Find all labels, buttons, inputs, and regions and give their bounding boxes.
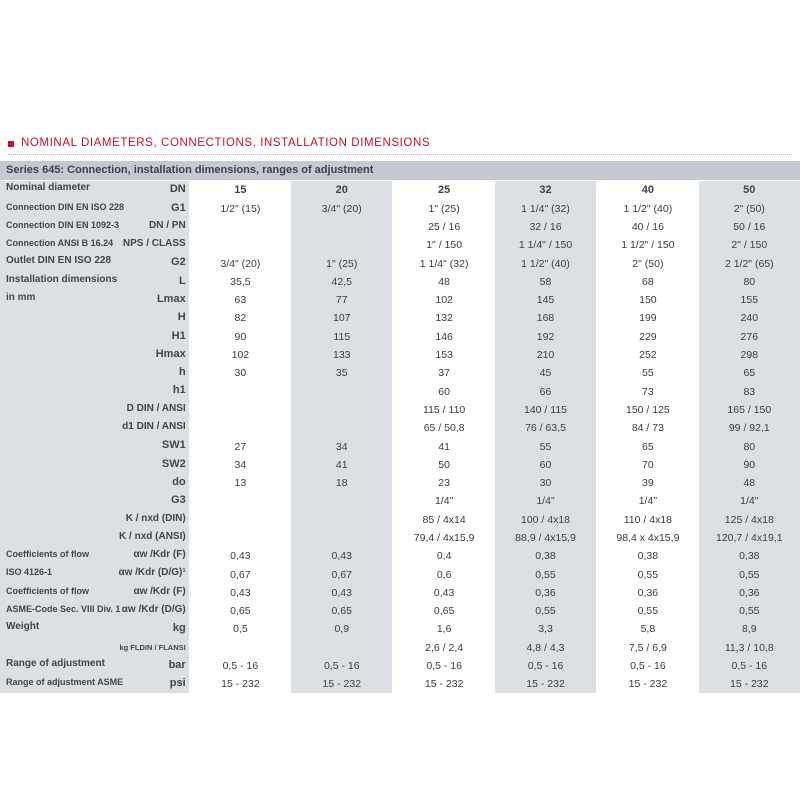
header-label: Nominal diameter xyxy=(6,181,90,193)
table-cell: 0,38 xyxy=(495,547,597,565)
table-cell: 0,5 - 16 xyxy=(189,657,291,675)
table-cell xyxy=(291,639,393,657)
row-label: in mm xyxy=(6,291,36,303)
row-unit: L xyxy=(178,274,186,287)
table-row xyxy=(0,437,800,455)
table-cell: 15 - 232 xyxy=(597,675,699,693)
table-cell: 1,6 xyxy=(393,620,495,638)
table-cell: 88,9 / 4x15,9 xyxy=(495,529,597,547)
row-label: Range of adjustment xyxy=(6,657,105,669)
table-cell: 150 / 125 xyxy=(597,401,699,419)
table-cell: 45 xyxy=(495,364,597,382)
table-cell: 0,55 xyxy=(495,565,597,583)
row-label: Connection ANSI B 16.24 xyxy=(6,238,114,249)
row-label: Outlet DIN EN ISO 228 xyxy=(6,255,112,267)
table-row xyxy=(0,620,800,638)
table-cell: 15 - 232 xyxy=(393,675,495,693)
table-cell: 42,5 xyxy=(291,273,393,291)
row-unit: h xyxy=(178,366,186,379)
specs-table xyxy=(0,180,800,693)
table-cell: 0,5 xyxy=(189,620,291,638)
table-cell: 0,67 xyxy=(189,565,291,583)
table-cell: 15 - 232 xyxy=(291,675,393,693)
table-cell: 0,43 xyxy=(393,584,495,602)
table-cell: 15 - 232 xyxy=(495,675,597,693)
table-cell: 0,36 xyxy=(495,584,597,602)
table-row xyxy=(0,529,800,547)
table-cell: 37 xyxy=(393,364,495,382)
table-cell: 0,55 xyxy=(597,602,699,620)
table-cell: 2" (50) xyxy=(597,254,699,272)
table-cell: 0,5 - 16 xyxy=(597,657,699,675)
row-label-cell xyxy=(0,382,189,400)
table-cell: 55 xyxy=(495,437,597,455)
table-cell: 41 xyxy=(393,437,495,455)
row-unit: Hmax xyxy=(155,347,186,360)
row-label: Installation dimensions xyxy=(6,273,118,285)
table-cell: 0,43 xyxy=(291,584,393,602)
table-cell: 58 xyxy=(495,273,597,291)
table-cell: 76 / 63,5 xyxy=(495,419,597,437)
table-cell xyxy=(291,382,393,400)
table-cell: 1 1/4" / 150 xyxy=(495,236,597,254)
table-cell: 0,55 xyxy=(699,565,800,583)
row-label-cell xyxy=(0,291,189,309)
table-cell: 79,4 / 4x15,9 xyxy=(393,529,495,547)
table-row xyxy=(0,346,800,364)
table-cell: 0,67 xyxy=(291,565,393,583)
row-label: Weight xyxy=(6,621,40,633)
table-row xyxy=(0,675,800,693)
table-cell: 90 xyxy=(699,456,800,474)
table-row xyxy=(0,309,800,327)
table-cell: 165 / 150 xyxy=(699,401,800,419)
table-title: Series 645: Connection, installation dimensions, ranges of adjustment xyxy=(6,164,374,176)
table-cell: 0,65 xyxy=(189,602,291,620)
table-cell: 30 xyxy=(189,364,291,382)
table-cell: 0,5 - 16 xyxy=(291,657,393,675)
table-row xyxy=(0,218,800,236)
table-row xyxy=(0,639,800,657)
table-cell: 3/4" (20) xyxy=(189,254,291,272)
table-cell: 7,5 / 6,9 xyxy=(597,639,699,657)
row-unit: αw /Kdr (F) xyxy=(133,549,186,561)
table-cell xyxy=(189,529,291,547)
table-cell xyxy=(291,529,393,547)
table-cell: 27 xyxy=(189,437,291,455)
table-cell: 48 xyxy=(699,474,800,492)
table-cell: 2" / 150 xyxy=(699,236,800,254)
table-row xyxy=(0,236,800,254)
table-cell: 155 xyxy=(699,291,800,309)
row-label-cell xyxy=(0,565,189,583)
header-cell: 50 xyxy=(699,181,800,200)
table-cell: 0,55 xyxy=(495,602,597,620)
table-cell: 298 xyxy=(699,346,800,364)
row-label: Coefficients of flow xyxy=(6,549,89,560)
table-cell: 0,55 xyxy=(597,565,699,583)
table-cell: 146 xyxy=(393,328,495,346)
table-cell: 8,9 xyxy=(699,620,800,638)
row-unit: H1 xyxy=(171,329,186,342)
table-row xyxy=(0,492,800,510)
row-unit: D DIN / ANSI xyxy=(126,402,186,414)
table-cell: 1/4" xyxy=(393,492,495,510)
table-cell: 66 xyxy=(495,382,597,400)
table-cell: 115 / 110 xyxy=(393,401,495,419)
row-label-cell xyxy=(0,254,189,272)
table-row xyxy=(0,364,800,382)
table-row xyxy=(0,328,800,346)
table-cell: 39 xyxy=(597,474,699,492)
table-row xyxy=(0,565,800,583)
table-cell xyxy=(189,236,291,254)
row-unit: do xyxy=(172,475,186,488)
row-unit: kg FLDIN / FLANSI xyxy=(119,642,186,652)
table-cell xyxy=(291,492,393,510)
table-cell: 34 xyxy=(291,437,393,455)
table-cell: 68 xyxy=(597,273,699,291)
table-title-bar xyxy=(0,161,800,180)
table-cell: 2" (50) xyxy=(699,200,800,218)
row-unit: αw /Kdr (F) xyxy=(133,585,186,597)
row-unit: NPS / CLASS xyxy=(122,238,186,250)
table-cell: 0,4 xyxy=(393,547,495,565)
table-cell: 210 xyxy=(495,346,597,364)
row-label-cell xyxy=(0,218,189,236)
row-unit: K / nxd (ANSI) xyxy=(119,530,186,542)
table-cell: 41 xyxy=(291,456,393,474)
table-cell: 70 xyxy=(597,456,699,474)
row-unit: αw /Kdr (D/G) xyxy=(121,604,186,616)
table-cell: 0,65 xyxy=(393,602,495,620)
table-cell: 25 / 16 xyxy=(393,218,495,236)
table-cell xyxy=(189,382,291,400)
table-cell: 1" (25) xyxy=(393,200,495,218)
section-title: NOMINAL DIAMETERS, CONNECTIONS, INSTALLATION DIMENSIONS xyxy=(21,137,431,149)
row-label: ASME-Code Sec. VIII Div. 1 xyxy=(6,604,121,615)
table-row xyxy=(0,200,800,218)
table-cell: 34 xyxy=(189,456,291,474)
row-unit: h1 xyxy=(172,384,186,397)
table-row xyxy=(0,291,800,309)
row-unit: G3 xyxy=(171,494,186,507)
row-label: Coefficients of flow xyxy=(6,585,89,596)
row-label-cell xyxy=(0,364,189,382)
table-cell: 110 / 4x18 xyxy=(597,511,699,529)
row-label-cell xyxy=(0,529,189,547)
table-cell: 0,55 xyxy=(699,602,800,620)
table-cell: 11,3 / 10,8 xyxy=(699,639,800,657)
table-cell: 107 xyxy=(291,309,393,327)
table-cell: 63 xyxy=(189,291,291,309)
table-cell: 2 1/2" (65) xyxy=(699,254,800,272)
table-cell: 0,65 xyxy=(291,602,393,620)
table-cell: 145 xyxy=(495,291,597,309)
table-cell: 0,38 xyxy=(597,547,699,565)
table-cell: 65 / 50,8 xyxy=(393,419,495,437)
table-cell: 1/4" xyxy=(699,492,800,510)
table-cell: 0,43 xyxy=(291,547,393,565)
table-cell: 1/2" (15) xyxy=(189,200,291,218)
table-cell: 1/4" xyxy=(597,492,699,510)
table-cell: 90 xyxy=(189,328,291,346)
row-label: ISO 4126-1 xyxy=(6,567,53,578)
table-header-row xyxy=(0,181,800,200)
table-cell: 229 xyxy=(597,328,699,346)
table-cell: 125 / 4x18 xyxy=(699,511,800,529)
table-cell: 0,9 xyxy=(291,620,393,638)
table-cell: 80 xyxy=(699,273,800,291)
header-cell: 32 xyxy=(495,181,597,200)
table-cell: 15 - 232 xyxy=(699,675,800,693)
row-label-cell xyxy=(0,602,189,620)
table-row xyxy=(0,657,800,675)
row-label-cell xyxy=(0,419,189,437)
table-cell: 18 xyxy=(291,474,393,492)
row-label-cell xyxy=(0,346,189,364)
table-cell: 13 xyxy=(189,474,291,492)
table-cell: 77 xyxy=(291,291,393,309)
table-cell: 102 xyxy=(393,291,495,309)
table-row xyxy=(0,474,800,492)
table-cell: 60 xyxy=(495,456,597,474)
row-unit: αw /Kdr (D/G)¹ xyxy=(118,567,186,579)
table-row xyxy=(0,273,800,291)
table-cell: 32 / 16 xyxy=(495,218,597,236)
table-cell: 1" / 150 xyxy=(393,236,495,254)
header-cell: 40 xyxy=(597,181,699,200)
row-unit: G1 xyxy=(171,201,186,214)
table-cell: 0,5 - 16 xyxy=(495,657,597,675)
table-cell: 0,5 - 16 xyxy=(393,657,495,675)
row-label-cell xyxy=(0,639,189,657)
table-cell: 5,8 xyxy=(597,620,699,638)
table-cell: 2,6 / 2,4 xyxy=(393,639,495,657)
table-cell: 60 xyxy=(393,382,495,400)
table-cell: 83 xyxy=(699,382,800,400)
table-cell: 0,36 xyxy=(597,584,699,602)
table-cell xyxy=(189,401,291,419)
table-cell: 50 xyxy=(393,456,495,474)
table-cell: 115 xyxy=(291,328,393,346)
row-unit: psi xyxy=(169,677,186,690)
table-cell: 50 / 16 xyxy=(699,218,800,236)
table-cell xyxy=(291,511,393,529)
row-unit: SW1 xyxy=(161,439,186,452)
row-label-cell xyxy=(0,236,189,254)
table-cell: 1/4" xyxy=(495,492,597,510)
table-cell: 1 1/2" / 150 xyxy=(597,236,699,254)
table-cell: 276 xyxy=(699,328,800,346)
row-label-cell xyxy=(0,675,189,693)
table-cell xyxy=(189,639,291,657)
table-cell: 99 / 92,1 xyxy=(699,419,800,437)
table-cell: 240 xyxy=(699,309,800,327)
table-cell: 80 xyxy=(699,437,800,455)
table-cell: 0,43 xyxy=(189,584,291,602)
table-cell: 3,3 xyxy=(495,620,597,638)
table-cell: 35 xyxy=(291,364,393,382)
table-cell: 98,4 x 4x15,9 xyxy=(597,529,699,547)
table-cell: 199 xyxy=(597,309,699,327)
table-cell: 153 xyxy=(393,346,495,364)
row-label-cell xyxy=(0,547,189,565)
row-label-cell xyxy=(0,492,189,510)
table-cell: 1 1/2" (40) xyxy=(495,254,597,272)
table-cell: 0,36 xyxy=(699,584,800,602)
table-cell xyxy=(291,218,393,236)
table-cell: 168 xyxy=(495,309,597,327)
table-cell: 102 xyxy=(189,346,291,364)
row-label-cell xyxy=(0,511,189,529)
row-label-cell xyxy=(0,309,189,327)
row-label-cell xyxy=(0,401,189,419)
table-row xyxy=(0,547,800,565)
row-label-cell xyxy=(0,456,189,474)
table-cell: 40 / 16 xyxy=(597,218,699,236)
section-marker-icon xyxy=(8,141,14,147)
table-cell: 30 xyxy=(495,474,597,492)
row-label-cell xyxy=(0,474,189,492)
row-unit: SW2 xyxy=(161,457,186,470)
table-cell: 48 xyxy=(393,273,495,291)
row-unit: bar xyxy=(168,658,186,671)
table-cell: 133 xyxy=(291,346,393,364)
table-cell: 0,43 xyxy=(189,547,291,565)
row-label-cell xyxy=(0,437,189,455)
table-cell: 120,7 / 4x19,1 xyxy=(699,529,800,547)
table-row xyxy=(0,419,800,437)
table-cell xyxy=(291,401,393,419)
row-unit: DN / PN xyxy=(149,219,186,231)
table-cell: 1" (25) xyxy=(291,254,393,272)
table-cell xyxy=(189,218,291,236)
row-unit: G2 xyxy=(171,256,186,269)
row-unit: K / nxd (DIN) xyxy=(125,512,186,524)
header-label-cell xyxy=(0,181,189,200)
table-row xyxy=(0,511,800,529)
row-label: Connection DIN EN ISO 228 xyxy=(6,201,125,212)
table-cell: 84 / 73 xyxy=(597,419,699,437)
row-label-cell xyxy=(0,584,189,602)
table-cell: 1 1/2" (40) xyxy=(597,200,699,218)
row-label: Connection DIN EN 1092-3 xyxy=(6,219,120,230)
header-cell: 20 xyxy=(291,181,393,200)
table-cell: 23 xyxy=(393,474,495,492)
row-label-cell xyxy=(0,657,189,675)
row-label-cell xyxy=(0,620,189,638)
table-row xyxy=(0,254,800,272)
table-cell xyxy=(189,511,291,529)
table-cell: 55 xyxy=(597,364,699,382)
table-cell: 1 1/4" (32) xyxy=(393,254,495,272)
table-cell: 3/4" (20) xyxy=(291,200,393,218)
table-cell: 0,5 - 16 xyxy=(699,657,800,675)
table-cell xyxy=(291,419,393,437)
table-cell xyxy=(291,236,393,254)
section-header xyxy=(8,137,792,155)
table-cell: 65 xyxy=(699,364,800,382)
header-sub: DN xyxy=(169,182,186,195)
table-cell xyxy=(189,419,291,437)
header-cell: 25 xyxy=(393,181,495,200)
table-row xyxy=(0,602,800,620)
table-row xyxy=(0,584,800,602)
table-cell: 150 xyxy=(597,291,699,309)
table-cell: 252 xyxy=(597,346,699,364)
row-unit: Lmax xyxy=(156,292,186,305)
table-cell: 73 xyxy=(597,382,699,400)
table-cell: 132 xyxy=(393,309,495,327)
table-cell: 85 / 4x14 xyxy=(393,511,495,529)
row-unit: H xyxy=(177,311,186,324)
row-label-cell xyxy=(0,200,189,218)
table-cell: 15 - 232 xyxy=(189,675,291,693)
table-cell: 35,5 xyxy=(189,273,291,291)
table-cell: 100 / 4x18 xyxy=(495,511,597,529)
table-cell: 192 xyxy=(495,328,597,346)
table-cell: 1 1/4" (32) xyxy=(495,200,597,218)
table-cell: 65 xyxy=(597,437,699,455)
table-cell xyxy=(189,492,291,510)
table-row xyxy=(0,456,800,474)
row-label-cell xyxy=(0,328,189,346)
table-cell: 4,8 / 4,3 xyxy=(495,639,597,657)
table-row xyxy=(0,382,800,400)
row-label-cell xyxy=(0,273,189,291)
table-cell: 82 xyxy=(189,309,291,327)
row-unit: d1 DIN / ANSI xyxy=(122,421,186,433)
row-unit: kg xyxy=(172,622,186,635)
table-cell: 140 / 115 xyxy=(495,401,597,419)
header-cell: 15 xyxy=(189,181,291,200)
table-cell: 0,6 xyxy=(393,565,495,583)
table-row xyxy=(0,401,800,419)
table-cell: 0,38 xyxy=(699,547,800,565)
row-label: Range of adjustment ASME xyxy=(6,677,124,688)
